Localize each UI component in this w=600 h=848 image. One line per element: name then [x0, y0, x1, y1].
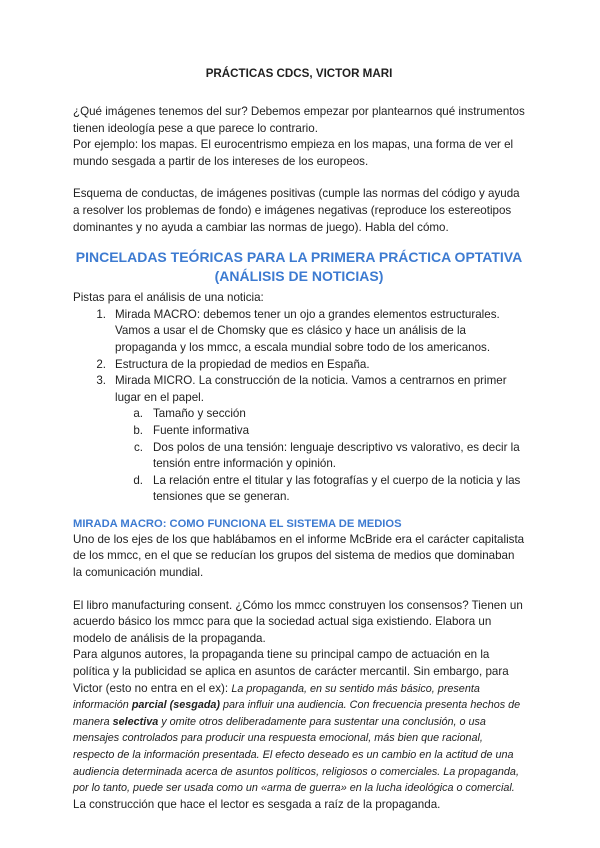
- esquema-paragraph: Esquema de conductas, de imágenes positivas (cumple las normas del código y ayuda a resolver los problemas de fondo) e imágenes negativas (reproduce los estereotipos dominantes y no ayuda a cambiar las normas de juego). Habla del cómo.: [73, 187, 520, 234]
- macro-paragraph: Uno de los ejes de los que hablábamos en el informe McBride era el carácter capitalista de los mmcc, en el que se reducían los grupos del sistema de medios que dominaban la comunicación mundial.: [73, 532, 525, 580]
- list-item: 1. Mirada MACRO: debemos tener un ojo a grandes elementos estructurales. Vamos a usar el de Chomsky que es clásico y hace un análisis de la propaganda y los mmcc, a escala mundial sobre todo de los americanos.: [96, 307, 500, 354]
- list-item: 3. Mirada MICRO. La construcción de la noticia. Vamos a centrarnos en primer lugar en el papel.: [96, 374, 507, 404]
- sublist-item: d. La relación entre el titular y las fotografías y el cuerpo de la noticia y las tensiones que se generan.: [133, 473, 521, 504]
- sublist-item: a. Tamaño y sección: [133, 407, 246, 421]
- document-title: PRÁCTICAS CDCS, VICTOR MARI: [205, 67, 393, 80]
- section-heading-mirada-macro: MIRADA MACRO: COMO FUNCIONA EL SISTEMA DE MEDIOS: [73, 517, 402, 530]
- section-heading-pinceladas: PINCELADAS TEÓRICAS PARA LA PRIMERA PRÁCTICA OPTATIVA (ANÁLISIS DE NOTICIAS): [75, 249, 523, 285]
- propaganda-paragraph: Para algunos autores, la propaganda tiene su principal campo de actuación en la política y la publicidad se aplica en asuntos de carácter mercantil. Sin embargo, para Victor (esto no entra en el ex): La propaganda, en su sentido más básico, presenta información parcial (sesgada) para influir una audiencia. Con frecuencia presenta hechos de manera selectiva y omite otros deliberadamente para sustentar una conclusión, o usa mensajes controlados para producir una respuesta emocional, más bien que racional, respecto de la información presentada. El efecto deseado es un cambio en la actitud de una audiencia determinada acerca de asuntos políticos, religiosos o comerciales. La propaganda, por lo tanto, puede ser usada como un «arma de guerra» en la lucha ideológica o comercial.: [73, 648, 521, 795]
- lettered-sublist: [73, 406, 525, 506]
- intro-paragraph-1: ¿Qué imágenes tenemos del sur? Debemos empezar por plantearnos qué instrumentos tienen ideología pese a que parece lo contrario.: [73, 105, 525, 135]
- numbered-list: [73, 307, 525, 407]
- libro-paragraph: El libro manufacturing consent. ¿Cómo los mmcc construyen los consensos? Tienen un acuerdo básico los mmcc para que la sociedad actual siga existiendo. Elabora un modelo de análisis de la propaganda.: [73, 598, 523, 645]
- pistas-line: Pistas para el análisis de una noticia:: [73, 291, 264, 305]
- document-body: [73, 66, 525, 813]
- final-paragraph: La construcción que hace el lector es sesgada a raíz de la propaganda.: [73, 797, 441, 811]
- list-item: 2. Estructura de la propiedad de medios en España.: [96, 357, 370, 371]
- sublist-item: b. Fuente informativa: [133, 423, 250, 437]
- propaganda-quote: La propaganda, en su sentido más básico, presenta información parcial (sesgada) para influir una audiencia. Con frecuencia presenta hechos de manera selectiva y omite otros deliberadamente para sustentar una conclusión, o usa mensajes controlados para producir una respuesta emocional, más bien que racional, respecto de la información presentada. El efecto deseado es un cambio en la actitud de una audiencia determinada acerca de asuntos políticos, religiosos o comerciales. La propaganda, por lo tanto, puede ser usada como un «arma de guerra» en la lucha ideológica o comercial.: [73, 682, 521, 795]
- sublist-item: c. Dos polos de una tensión: lenguaje descriptivo vs valorativo, es decir la tensión entre información y opinión.: [133, 440, 520, 471]
- intro-paragraph-2: Por ejemplo: los mapas. El eurocentrismo empieza en los mapas, una forma de ver el mundo sesgada a partir de los intereses de los europeos.: [73, 138, 514, 168]
